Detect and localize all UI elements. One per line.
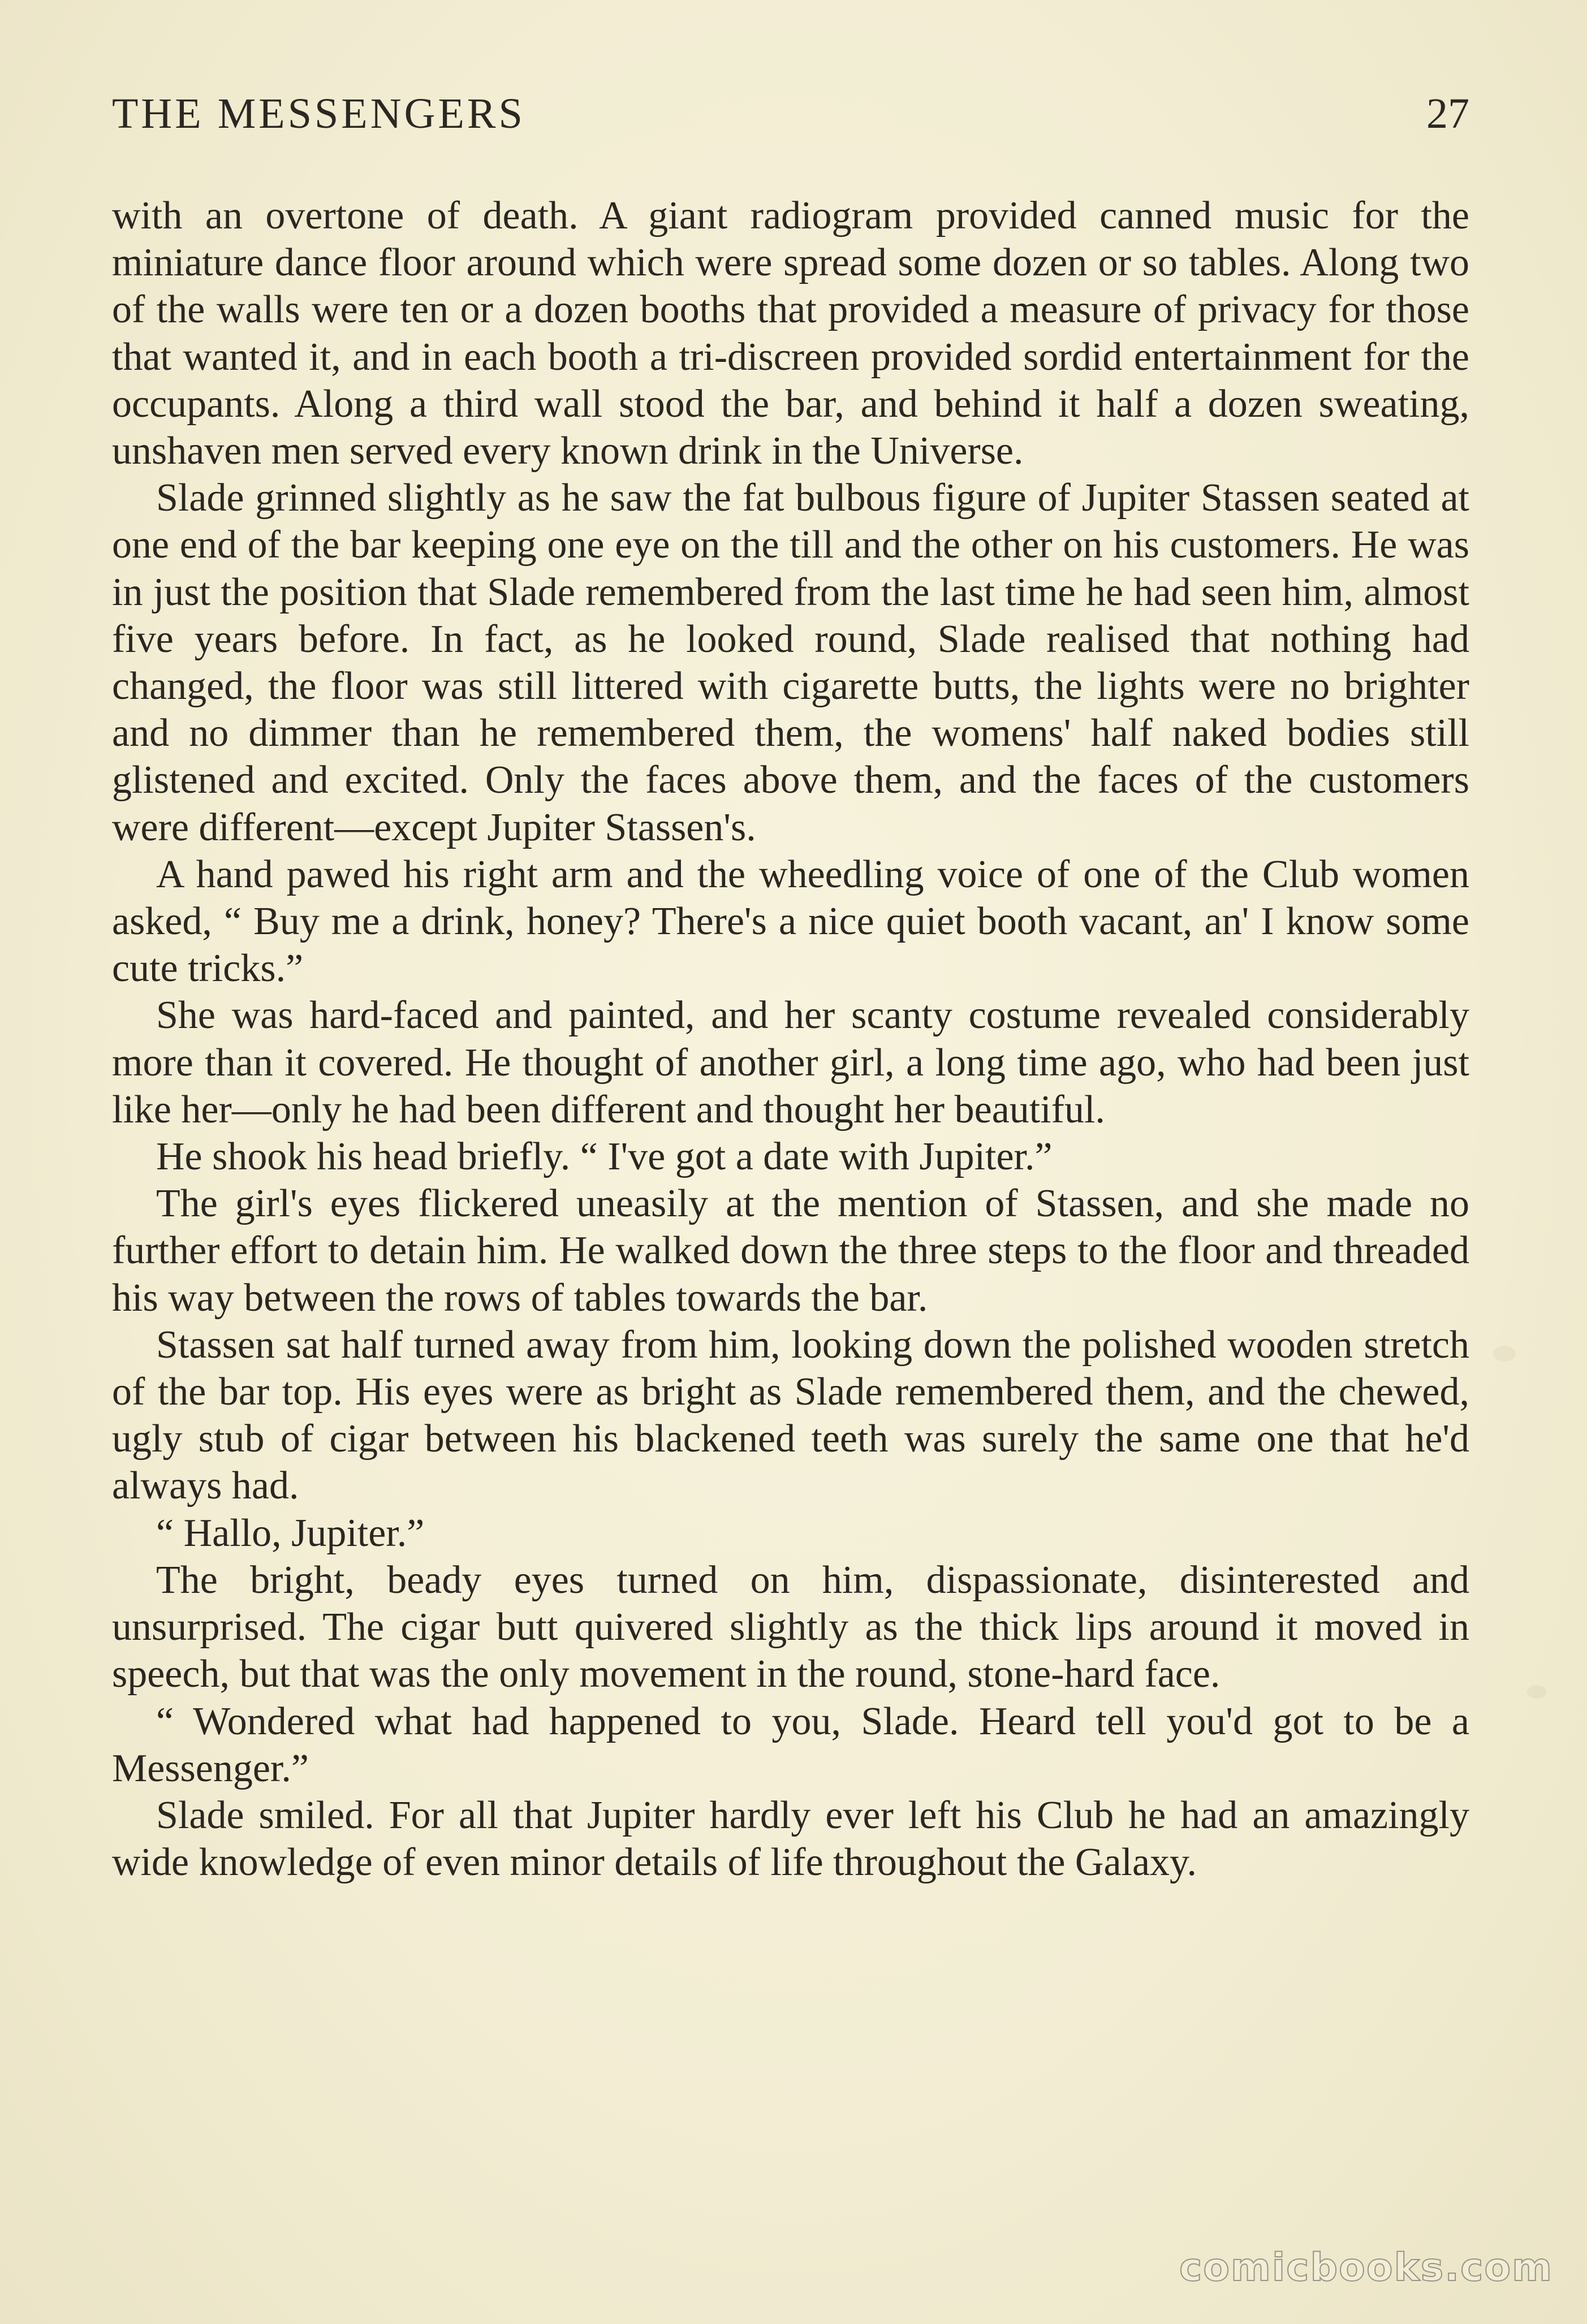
paragraph: She was hard-faced and painted, and her scanty costume revealed considerably more than it covered. He thought of another girl, a long time ago, who had been just like her—only he had been different and thought her beautiful. xyxy=(112,993,1469,1131)
paper-stain xyxy=(1493,1346,1516,1362)
paragraph: The bright, beady eyes turned on him, dispassionate, disinterested and unsurprised. The cigar butt quivered slightly as the thick lips around it moved in speech, but that was the only movement in the round, stone-hard face. xyxy=(112,1558,1469,1696)
running-head xyxy=(112,89,1469,152)
paragraph: Stassen sat half turned away from him, looking down the polished wooden stretch of the bar top. His eyes were as bright as Slade remembered them, and the chewed, ugly stub of cigar between his blackened teeth was surely the same one that he'd always had. xyxy=(112,1323,1469,1508)
body-text xyxy=(112,192,1469,1886)
paragraph: The girl's eyes flickered uneasily at the mention of Stassen, and she made no further effort to detain him. He walked down the three steps to the floor and threaded his way between the rows of tables towards the bar. xyxy=(112,1182,1469,1320)
paper-stain xyxy=(1527,1685,1546,1699)
page-number: 27 xyxy=(1426,90,1469,137)
paragraph: He shook his head briefly. “ I've got a date with Jupiter.” xyxy=(156,1135,1053,1179)
paragraph: Slade grinned slightly as he saw the fat bulbous figure of Jupiter Stassen seated at one end of the bar keeping one eye on the till and the other on his customers. He was in just the position that Slade remembered from the last time he had seen him, almost five years before. In fact, as he looked round, Slade realised that nothing had changed, the floor was still littered with cigarette butts, the lights were no brighter and no dimmer than he remembered them, the womens' half naked bodies still glistened and excited. Only the faces above them, and the faces of the customers were different—except Jupiter Stassen's. xyxy=(112,476,1469,849)
paragraph: “ Hallo, Jupiter.” xyxy=(156,1511,425,1555)
paragraph: with an overtone of death. A giant radiogram provided canned music for the miniature dance floor around which were spread some dozen or so tables. Along two of the walls were ten or a dozen booths that provided a measure of privacy for those that wanted it, and in each booth a tri-discreen provided sordid entertainment for the occupants. Along a third wall stood the bar, and behind it half a dozen sweating, unshaven men served every known drink in the Universe. xyxy=(112,194,1469,473)
paragraph: “ Wondered what had happened to you, Slade. Heard tell you'd got to be a Messenger.” xyxy=(112,1699,1469,1790)
watermark: comicbooks.com xyxy=(1179,2245,1553,2290)
paragraph: Slade smiled. For all that Jupiter hardly ever left his Club he had an amazingly wide knowledge of even minor details of life throughout the Galaxy. xyxy=(112,1793,1469,1885)
running-title: THE MESSENGERS xyxy=(112,90,525,137)
paragraph: A hand pawed his right arm and the wheedling voice of one of the Club women asked, “ Buy me a drink, honey? There's a nice quiet booth vacant, an' I know some cute tricks.” xyxy=(112,852,1469,991)
